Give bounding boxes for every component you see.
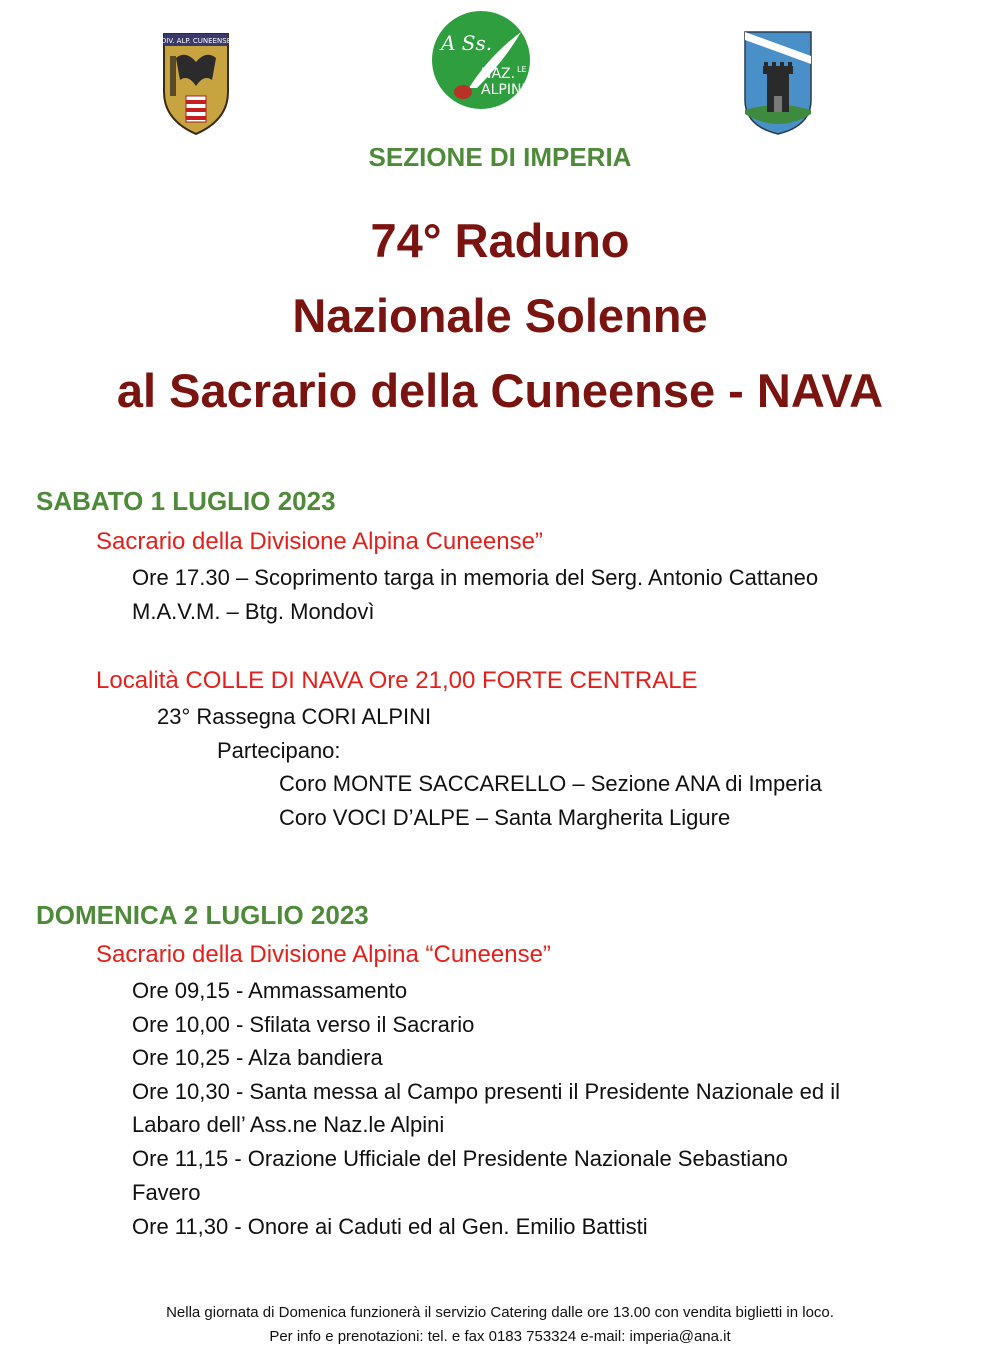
event-title-line-2: Nazionale Solenne xyxy=(292,289,708,342)
divisione-cuneense-shield-logo xyxy=(160,30,232,136)
event-title-line-1: 74° Raduno xyxy=(370,214,630,267)
sunday-item: Ore 10,30 - Santa messa al Campo presenti il Presidente Nazionale ed il xyxy=(132,1079,841,1104)
sunday-item: Ore 11,30 - Onore ai Caduti ed al Gen. Emilio Battisti xyxy=(132,1214,648,1239)
sunday-item: Ore 10,25 - Alza bandiera xyxy=(132,1045,383,1070)
saturday-partecipano-label: Partecipano: xyxy=(217,738,341,763)
saturday-heading: SABATO 1 LUGLIO 2023 xyxy=(36,486,336,516)
sunday-place: Sacrario della Divisione Alpina “Cuneense” xyxy=(96,941,551,968)
section-title: SEZIONE DI IMPERIA xyxy=(368,142,632,172)
imperia-tower-coat-of-arms-logo xyxy=(743,30,813,136)
event-title-line-3: al Sacrario della Cuneense - NAVA xyxy=(116,364,884,417)
svg-text:LE: LE xyxy=(517,65,527,74)
sunday-item: Labaro dell’ Ass.ne Naz.le Alpini xyxy=(132,1112,445,1137)
sunday-heading: DOMENICA 2 LUGLIO 2023 xyxy=(36,900,369,930)
saturday-rassegna: 23° Rassegna CORI ALPINI xyxy=(157,704,432,729)
saturday-coro-1: Coro MONTE SACCARELLO – Sezione ANA di Imperia xyxy=(279,771,822,796)
svg-text:A Ss.: A Ss. xyxy=(441,31,493,55)
sunday-item: Favero xyxy=(132,1180,201,1205)
footer-contact-info: Per info e prenotazioni: tel. e fax 0183 753324 e-mail: imperia@ana.it xyxy=(269,1328,731,1345)
saturday-place-2: Località COLLE DI NAVA Ore 21,00 FORTE CENTRALE xyxy=(96,667,698,694)
sunday-item: Ore 10,00 - Sfilata verso il Sacrario xyxy=(132,1012,475,1037)
sunday-item: Ore 11,15 - Orazione Ufficiale del Presidente Nazionale Sebastiano xyxy=(132,1146,788,1171)
svg-text:DIV. ALP. CUNEENSE: DIV. ALP. CUNEENSE xyxy=(160,37,232,45)
saturday-event-1-line-1: Ore 17.30 – Scoprimento targa in memoria del Serg. Antonio Cattaneo xyxy=(132,565,819,590)
footer-catering-note: Nella giornata di Domenica funzionerà il servizio Catering dalle ore 13.00 con vendita biglietti in loco. xyxy=(166,1304,834,1321)
saturday-event-1-line-2: M.A.V.M. – Btg. Mondovì xyxy=(132,599,375,624)
sunday-item: Ore 09,15 - Ammassamento xyxy=(132,978,408,1003)
svg-text:ALPINI: ALPINI xyxy=(481,82,526,98)
saturday-place-1: Sacrario della Divisione Alpina Cuneense” xyxy=(96,528,543,555)
saturday-coro-2: Coro VOCI D’ALPE – Santa Margherita Ligure xyxy=(279,805,731,830)
ana-alpini-logo xyxy=(419,6,553,114)
svg-text:NAZ.: NAZ. xyxy=(481,66,516,82)
